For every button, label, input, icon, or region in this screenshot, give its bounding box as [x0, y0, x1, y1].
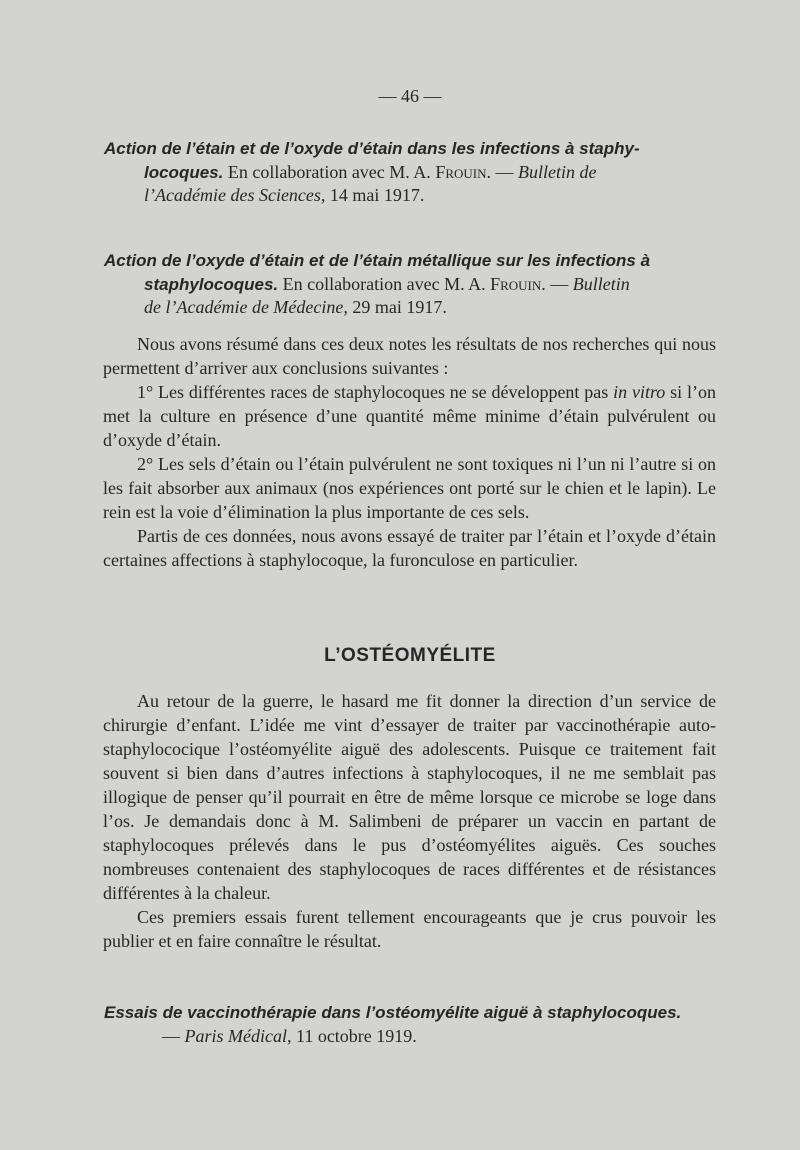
section-text	[103, 689, 716, 953]
reference-3-title: Essais de vaccinothérapie dans l’ostéomyélite aiguë à staphylocoques.	[104, 1003, 682, 1022]
reference-2-line-2	[104, 273, 724, 297]
reference-3-line-1	[104, 1001, 724, 1025]
reference-2-line-3	[104, 296, 724, 320]
reference-3	[104, 1001, 724, 1048]
reference-2-collab: En collaboration avec M. A.	[282, 273, 486, 294]
conclusion-1-italic: in vitro	[613, 382, 666, 402]
reference-2	[104, 249, 724, 320]
reference-2-author: Frouin.	[490, 273, 546, 294]
section-heading: L’OSTÉOMYÉLITE	[324, 645, 496, 666]
conclusion-1-number: 1°	[137, 382, 154, 402]
summary-paragraph-2	[103, 380, 716, 452]
reference-1-author: Frouin.	[435, 161, 491, 182]
conclusion-1-text-cont: si l’on met la culture en présence d’une quantité même minime d’étain pulvérulent ou d’oxyde d’étain.	[103, 382, 716, 450]
reference-1-collab: En collaboration avec M. A.	[227, 161, 431, 182]
section-paragraph-2: Ces premiers essais furent tellement encourageants que je crus pouvoir les publier et en faire connaître le résultat.	[103, 907, 716, 951]
reference-2-journal: Bulletin	[572, 273, 630, 294]
reference-3-date: 11 octobre 1919.	[295, 1025, 417, 1046]
conclusion-2-text: Les sels d’étain ou l’étain pulvérulent ne sont toxiques ni l’un ni l’autre si on les fait absorber aux animaux (nos expériences ont porté sur le chien et le lapin). Le rein est la voie d’élimination la plus importante de ces sels.	[103, 454, 716, 522]
reference-2-date: 29 mai 1917.	[352, 297, 447, 317]
reference-1-journal-cont: l’Académie des Sciences,	[144, 185, 326, 205]
reference-2-title: Action de l’oxyde d’étain et de l’étain métallique sur les infections à	[104, 251, 651, 270]
reference-2-line-1	[104, 249, 724, 273]
reference-1-title: Action de l’étain et de l’oxyde d’étain dans les infections à staphy-	[104, 139, 640, 158]
reference-2-title-cont: staphylocoques.	[144, 274, 279, 294]
conclusion-2-number: 2°	[137, 454, 154, 474]
summary-paragraph-1: Nous avons résumé dans ces deux notes les résultats de nos recherches qui nous permettent d’arriver aux conclusions suivantes :	[103, 334, 716, 378]
reference-1-date: 14 mai 1917.	[329, 185, 425, 205]
reference-1-line-3	[104, 184, 724, 208]
reference-1-line-2	[104, 161, 724, 185]
reference-2-dash: —	[550, 273, 569, 294]
summary-text	[103, 332, 716, 572]
conclusion-1-text: Les différentes races de staphylocoques ne se développent pas	[158, 382, 609, 402]
summary-paragraph-4: Partis de ces données, nous avons essayé de traiter par l’étain et l’oxyde d’étain certaines affections à staphylocoque, la furonculose en particulier.	[103, 526, 716, 570]
reference-3-dash: —	[162, 1025, 180, 1046]
reference-1-title-cont: locoques.	[144, 162, 224, 182]
section-paragraph-1: Au retour de la guerre, le hasard me fit donner la direction d’un service de chirurgie d’enfant. L’idée me vint d’essayer de traiter par vaccinothérapie auto-staphylococique l’ostéomyélite aiguë des adolescents. Puisque ce traitement fait souvent si bien dans d’autres infections à staphylocoques, il ne me semblait pas illogique de penser qu’il pourrait en être de même lorsque ce microbe se loge dans l’os. Je demandais donc à M. Salimbeni de préparer un vaccin en partant de staphylocoques prélevés dans le pus d’ostéomyélites aiguës. Ces souches nombreuses contenaient des staphylocoques de races différentes et de résistances différentes à la chaleur.	[103, 691, 716, 903]
reference-2-journal-cont: de l’Académie de Médecine,	[144, 297, 348, 317]
reference-1-line-1	[104, 137, 724, 161]
reference-3-journal: Paris Médical,	[184, 1025, 292, 1046]
reference-1-journal: Bulletin de	[518, 161, 597, 182]
summary-paragraph-3	[103, 452, 716, 524]
reference-3-line-2	[104, 1025, 724, 1049]
reference-1-dash: —	[495, 161, 514, 182]
page-number: — 46 —	[378, 86, 442, 106]
reference-1	[104, 137, 724, 208]
